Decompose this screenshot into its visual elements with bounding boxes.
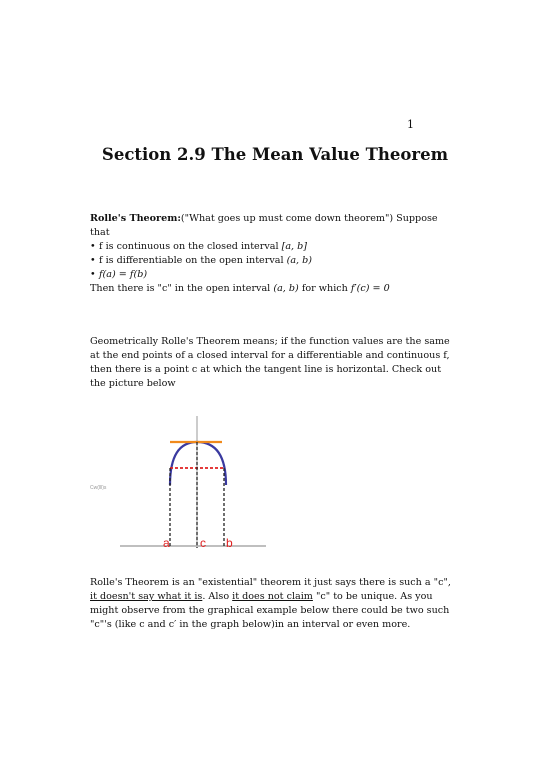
side-label: Cw(lll)s xyxy=(90,485,107,491)
rolle-intro-rest: ("What goes up must come down theorem") Suppose xyxy=(180,213,438,224)
rolle-conclusion xyxy=(90,282,462,296)
existential-line-2 xyxy=(90,590,462,604)
condition-equal-values-math: f(a) = f(b) xyxy=(99,269,148,280)
function-curve xyxy=(170,442,226,485)
existential-paragraph xyxy=(90,576,462,632)
rolle-figure-svg xyxy=(90,410,290,560)
condition-differentiable-text: f is differentiable on the open interval xyxy=(99,255,284,266)
conclusion-text-2: for which xyxy=(301,283,348,294)
geometric-line-4: the picture below xyxy=(90,378,176,389)
rolle-theorem-block xyxy=(90,212,462,296)
existential-underline-1: it doesn't say what it is xyxy=(90,591,203,602)
geometric-paragraph xyxy=(90,335,462,391)
geometric-line-3: then there is a point c at which the tangent line is horizontal. Check out xyxy=(90,364,442,375)
condition-differentiable-math: (a, b) xyxy=(286,255,313,266)
condition-equal-values xyxy=(90,268,462,282)
condition-differentiable xyxy=(90,254,462,268)
page-number: 1 xyxy=(407,118,414,131)
bullet-icon: • xyxy=(90,269,96,280)
condition-continuous-text: f is continuous on the closed interval xyxy=(99,241,279,252)
existential-line-2-mid: . Also xyxy=(202,591,233,602)
condition-continuous-math: [a, b] xyxy=(281,241,308,252)
geometric-line-1: Geometrically Rolle's Theorem means; if the function values are the same xyxy=(90,336,450,347)
geometric-line-2: at the end points of a closed interval for a differentiable and continuous f, xyxy=(90,350,450,361)
label-c: c xyxy=(200,536,206,550)
existential-line-3: might observe from the graphical example below there could be two such xyxy=(90,605,450,616)
bullet-icon: • xyxy=(90,255,96,266)
condition-continuous xyxy=(90,240,462,254)
section-title: Section 2.9 The Mean Value Theorem xyxy=(101,145,449,164)
label-b: b xyxy=(226,536,233,550)
rolle-figure xyxy=(90,410,290,560)
conclusion-text-1: Then there is "c" in the open interval xyxy=(90,283,271,294)
existential-line-1: Rolle's Theorem is an "existential" theorem it just says there is such a "c", xyxy=(90,577,451,588)
rolle-intro xyxy=(90,212,462,226)
existential-line-2-post: "c" to be unique. As you xyxy=(312,591,433,602)
rolle-intro-line2: that xyxy=(90,227,110,238)
rolle-heading: Rolle's Theorem: xyxy=(90,213,181,224)
existential-line-4: "c"'s (like c and c′ in the graph below)in an interval or even more. xyxy=(90,619,411,630)
conclusion-math-1: (a, b) xyxy=(273,283,299,294)
label-a: a xyxy=(163,536,170,550)
conclusion-math-2: f′(c) = 0 xyxy=(350,283,390,294)
bullet-icon: • xyxy=(90,241,96,252)
existential-underline-2: it does not claim xyxy=(232,591,313,602)
